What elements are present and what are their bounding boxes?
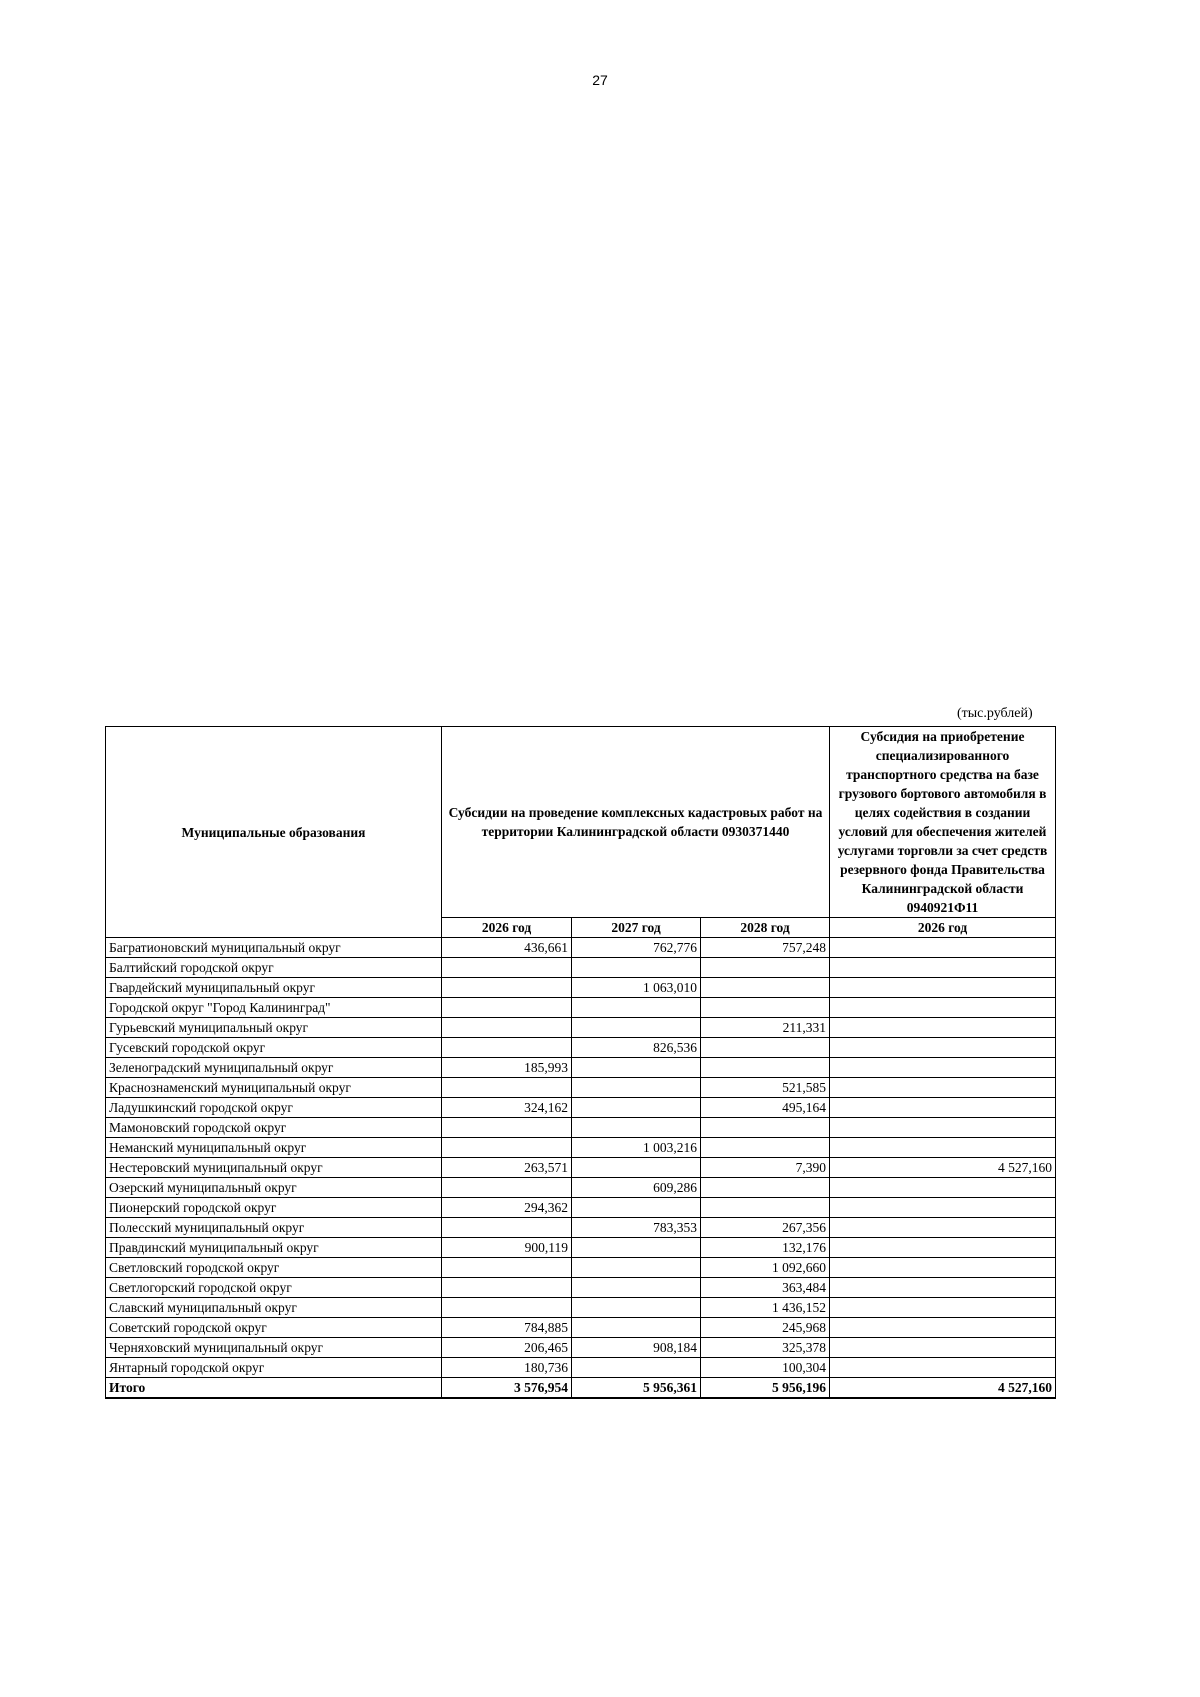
table-row [106, 1198, 1056, 1218]
value-cell [442, 1118, 572, 1138]
value-cell [572, 1058, 701, 1078]
value-cell [572, 998, 701, 1018]
value-cell [572, 1158, 701, 1178]
value-cell [701, 1138, 830, 1158]
value-cell [830, 978, 1056, 998]
value-cell: 325,378 [701, 1338, 830, 1358]
value-cell [830, 1018, 1056, 1038]
value-cell: 900,119 [442, 1238, 572, 1258]
table-row [106, 1358, 1056, 1378]
municipality-name: Правдинский муниципальный округ [106, 1238, 442, 1258]
value-cell [572, 1358, 701, 1378]
value-cell: 1 063,010 [572, 978, 701, 998]
table-row [106, 998, 1056, 1018]
table-body [106, 938, 1056, 1399]
value-cell: 521,585 [701, 1078, 830, 1098]
year-header: 2026 год [830, 918, 1056, 938]
value-cell: 180,736 [442, 1358, 572, 1378]
table-row [106, 978, 1056, 998]
value-cell [830, 998, 1056, 1018]
value-cell [830, 938, 1056, 958]
value-cell [830, 1078, 1056, 1098]
municipality-name: Пионерский городской округ [106, 1198, 442, 1218]
value-cell [830, 1218, 1056, 1238]
value-cell [572, 1078, 701, 1098]
value-cell: 267,356 [701, 1218, 830, 1238]
value-cell [572, 1198, 701, 1218]
year-header: 2027 год [572, 918, 701, 938]
value-cell [442, 1038, 572, 1058]
value-cell [830, 1358, 1056, 1378]
municipality-name: Итого [106, 1378, 442, 1399]
municipality-name: Нестеровский муниципальный округ [106, 1158, 442, 1178]
value-cell [701, 1058, 830, 1078]
value-cell: 7,390 [701, 1158, 830, 1178]
value-cell: 5 956,361 [572, 1378, 701, 1399]
value-cell [442, 1138, 572, 1158]
municipality-name: Мамоновский городской округ [106, 1118, 442, 1138]
value-cell [830, 1098, 1056, 1118]
table-row [106, 1318, 1056, 1338]
value-cell [830, 958, 1056, 978]
value-cell: 294,362 [442, 1198, 572, 1218]
value-cell [830, 1198, 1056, 1218]
value-cell [701, 1038, 830, 1058]
value-cell [442, 1018, 572, 1038]
table-row [106, 1158, 1056, 1178]
value-cell [830, 1258, 1056, 1278]
municipality-name: Балтийский городской округ [106, 958, 442, 978]
value-cell: 757,248 [701, 938, 830, 958]
value-cell: 495,164 [701, 1098, 830, 1118]
value-cell [830, 1318, 1056, 1338]
value-cell [572, 1118, 701, 1138]
value-cell [830, 1338, 1056, 1358]
table-row [106, 1058, 1056, 1078]
value-cell [701, 1178, 830, 1198]
subsidy-table [105, 726, 1056, 1399]
table-row [106, 958, 1056, 978]
value-cell: 211,331 [701, 1018, 830, 1038]
page-number: 27 [592, 72, 608, 88]
value-cell [442, 978, 572, 998]
value-cell: 324,162 [442, 1098, 572, 1118]
value-cell [572, 1258, 701, 1278]
value-cell [830, 1038, 1056, 1058]
municipality-name: Полесский муниципальный округ [106, 1218, 442, 1238]
municipal-column-header: Муниципальные образования [106, 727, 442, 938]
municipality-name: Светловский городской округ [106, 1258, 442, 1278]
table-row [106, 1018, 1056, 1038]
municipality-name: Городской округ "Город Калининград" [106, 998, 442, 1018]
value-cell: 1 003,216 [572, 1138, 701, 1158]
value-cell: 762,776 [572, 938, 701, 958]
value-cell [701, 958, 830, 978]
value-cell: 908,184 [572, 1338, 701, 1358]
value-cell [442, 1258, 572, 1278]
value-cell [442, 1218, 572, 1238]
value-cell [830, 1118, 1056, 1138]
municipality-name: Озерский муниципальный округ [106, 1178, 442, 1198]
value-cell: 436,661 [442, 938, 572, 958]
value-cell [442, 1278, 572, 1298]
value-cell [830, 1278, 1056, 1298]
value-cell [442, 1078, 572, 1098]
value-cell: 245,968 [701, 1318, 830, 1338]
value-cell [830, 1298, 1056, 1318]
table-row [106, 1078, 1056, 1098]
municipality-name: Неманский муниципальный округ [106, 1138, 442, 1158]
municipality-name: Янтарный городской округ [106, 1358, 442, 1378]
municipality-name: Гурьевский муниципальный округ [106, 1018, 442, 1038]
value-cell: 609,286 [572, 1178, 701, 1198]
table-row [106, 1098, 1056, 1118]
table-row [106, 1298, 1056, 1318]
value-cell: 100,304 [701, 1358, 830, 1378]
value-cell [572, 1298, 701, 1318]
value-cell [701, 998, 830, 1018]
header-row [106, 727, 1056, 918]
value-cell: 4 527,160 [830, 1378, 1056, 1399]
value-cell: 783,353 [572, 1218, 701, 1238]
municipality-name: Советский городской округ [106, 1318, 442, 1338]
table-row [106, 1258, 1056, 1278]
value-cell: 826,536 [572, 1038, 701, 1058]
value-cell: 5 956,196 [701, 1378, 830, 1399]
vehicle-subsidy-column-header: Субсидия на приобретение специализированного транспортного средства на базе грузового бортового автомобиля в целях содействия в создании условий для обеспечения жителей услугами торговли за счет средств резервного фонда Правительства Калининградской области 0940921Ф11 [830, 727, 1056, 918]
value-cell [830, 1138, 1056, 1158]
value-cell [572, 1318, 701, 1338]
table-row [106, 1278, 1056, 1298]
year-header: 2028 год [701, 918, 830, 938]
value-cell [830, 1058, 1056, 1078]
table-row [106, 1238, 1056, 1258]
table-row [106, 1118, 1056, 1138]
total-row [106, 1378, 1056, 1399]
value-cell [442, 1178, 572, 1198]
table-row [106, 938, 1056, 958]
municipality-name: Краснознаменский муниципальный округ [106, 1078, 442, 1098]
value-cell: 1 436,152 [701, 1298, 830, 1318]
municipality-name: Светлогорский городской округ [106, 1278, 442, 1298]
municipality-name: Черняховский муниципальный округ [106, 1338, 442, 1358]
value-cell: 185,993 [442, 1058, 572, 1078]
municipality-name: Ладушкинский городской округ [106, 1098, 442, 1118]
value-cell [442, 958, 572, 978]
cadastral-column-header: Субсидии на проведение комплексных кадастровых работ на территории Калининградской области 0930371440 [442, 727, 830, 918]
value-cell: 206,465 [442, 1338, 572, 1358]
value-cell [830, 1178, 1056, 1198]
value-cell: 363,484 [701, 1278, 830, 1298]
value-cell: 784,885 [442, 1318, 572, 1338]
table-row [106, 1038, 1056, 1058]
value-cell [701, 978, 830, 998]
value-cell [572, 1278, 701, 1298]
value-cell [701, 1118, 830, 1138]
value-cell: 132,176 [701, 1238, 830, 1258]
value-cell: 3 576,954 [442, 1378, 572, 1399]
municipality-name: Зеленоградский муниципальный округ [106, 1058, 442, 1078]
table-row [106, 1338, 1056, 1358]
municipality-name: Славский муниципальный округ [106, 1298, 442, 1318]
municipality-name: Гвардейский муниципальный округ [106, 978, 442, 998]
value-cell: 263,571 [442, 1158, 572, 1178]
units-label: (тыс.рублей) [957, 706, 1033, 721]
municipality-name: Багратионовский муниципальный округ [106, 938, 442, 958]
value-cell [572, 958, 701, 978]
value-cell [701, 1198, 830, 1218]
value-cell [572, 1018, 701, 1038]
table-row [106, 1178, 1056, 1198]
value-cell: 1 092,660 [701, 1258, 830, 1278]
value-cell [572, 1098, 701, 1118]
value-cell [442, 998, 572, 1018]
value-cell [572, 1238, 701, 1258]
table-row [106, 1218, 1056, 1238]
municipality-name: Гусевский городской округ [106, 1038, 442, 1058]
table-row [106, 1138, 1056, 1158]
value-cell [830, 1238, 1056, 1258]
year-header: 2026 год [442, 918, 572, 938]
value-cell: 4 527,160 [830, 1158, 1056, 1178]
value-cell [442, 1298, 572, 1318]
